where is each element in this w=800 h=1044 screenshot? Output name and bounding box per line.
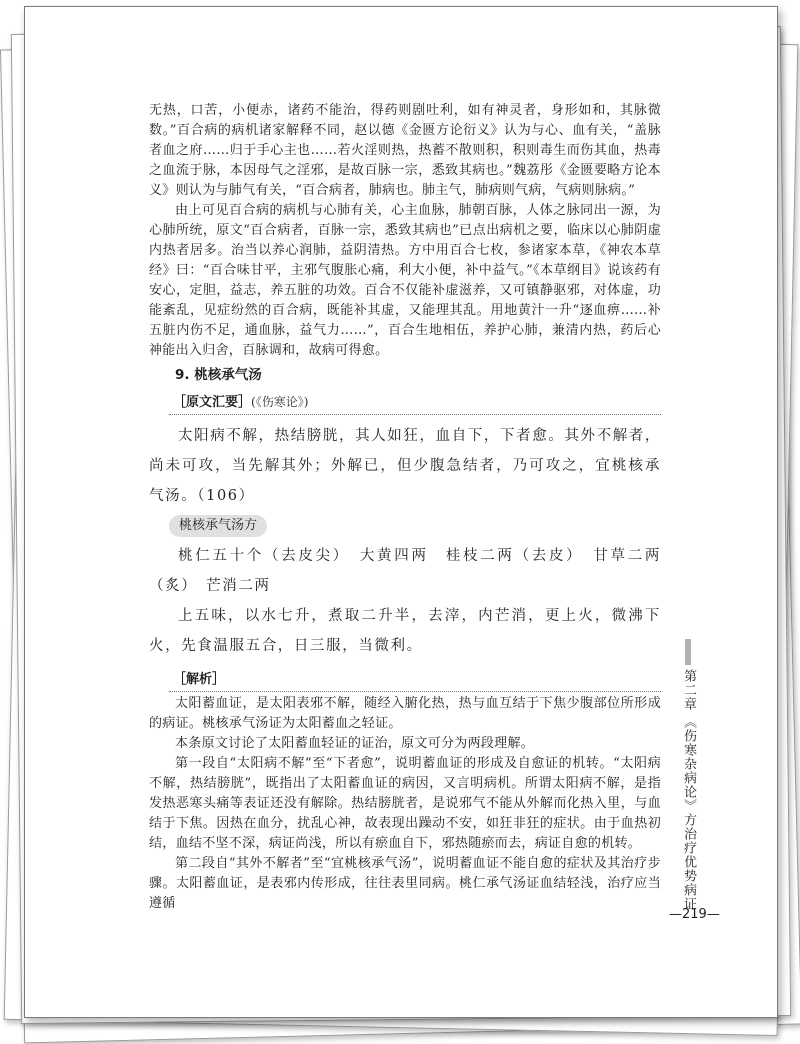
book-page: [24, 6, 778, 1018]
analysis-paragraph-4: 第二段自“其外不解者”至“宜桃核承气汤”，说明蓄血证不能自愈的症状及其治疗步骤。太阳蓄血证，是表邪内传形成，往往表里同病。桃仁承气汤证血结轻浅，治疗应当遵循: [149, 856, 661, 911]
page-content: [149, 101, 661, 914]
dotted-divider: [169, 414, 661, 415]
dotted-divider-2: [169, 691, 661, 692]
original-text-label: [169, 391, 312, 414]
analysis-paragraph-1: 太阳蓄血证，是太阳表邪不解，随经入腑化热，热与血互结于下焦少腹部位所形成的病证。桃核承气汤证为太阳蓄血之轻证。: [149, 696, 661, 731]
formula-name-badge: 桃核承气汤方: [169, 515, 267, 537]
side-tab-marker: [685, 639, 691, 665]
formula-ingredients: 桃仁五十个（去皮尖） 大黄四两 桂枝二两（去皮） 甘草二两（炙） 芒消二两: [149, 548, 661, 594]
section-heading: 9. 桃核承气汤: [175, 367, 262, 383]
formula-directions: 上五味，以水七升，煮取二升半，去滓，内芒消，更上火，微沸下火，先食温服五合，日三服，当微利。: [149, 608, 661, 654]
chapter-side-tab: [677, 639, 699, 911]
original-source: (《伤寒论》): [251, 395, 309, 409]
analysis-label: [169, 669, 229, 691]
paragraph-2: 由上可见百合病的病机与心肺有关，心主血脉，肺朝百脉，人体之脉同出一源，为心肺所统，原文“百合病者，百脉一宗，悉致其病也”已点出病机之要，临床以心肺阴虚内热者居多。治当以养心润肺，益阴清热。方中用百合七枚，参诸家本草，《神农本草经》曰：“百合味甘平，主邪气腹胀心痛，利大小便，补中益气。”《本草纲目》说该药有安心，定胆，益志，养五脏的功效。百合不仅能补虚滋养，又可镇静驱邪，对体虚，功能紊乱，见症纷然的百合病，既能补其虚，又能理其乱。用地黄汁一升“逐血痹……补五脏内伤不足，通血脉，益气力……”，百合生地相伍，养护心肺，兼清内热，药后心神能出入归舍，百脉调和，故病可得愈。: [149, 203, 661, 358]
paragraph-1: 无热，口苦，小便赤，诸药不能治，得药则剧吐利，如有神灵者，身形如和，其脉微数。”百合病的病机诸家解释不同，赵以德《金匮方论衍义》认为与心、血有关，“盖脉者血之府……归于手心主也……若火淫则热，热蓄不散则积，积则毒生而伤其血，热毒之血流于脉，本因母气之淫邪，是故百脉一宗，悉致其病也。”魏荔彤《金匮要略方论本义》则认为与肺气有关，“百合病者，肺病也。肺主气，肺病则气病，气病则脉病。”: [149, 103, 661, 198]
page-number: —219—: [669, 907, 720, 922]
analysis-label-text: ［解析］: [173, 672, 226, 687]
original-label-text: ［原文汇要］: [173, 395, 252, 410]
analysis-paragraph-3: 第一段自“太阳病不解”至“下者愈”，说明蓄血证的形成及自愈证的机转。“太阳病不解，热结膀胱”，既指出了太阳蓄血证的病因，又言明病机。所谓太阳病不解，是指发热恶寒头痛等表证还没有解除。热结膀胱者，是说邪气不能从外解而化热入里，与血结于下焦。因热在血分，扰乱心神，故表现出躁动不安，如狂非狂的症状。由于血热初结，血结不坚不深，病证尚浅，所以有瘀血自下，邪热随瘀而去，病证自愈的机转。: [149, 756, 661, 851]
side-chapter-title: 《伤寒杂病论》方治疗优势病证: [681, 715, 696, 911]
original-text: 太阳病不解，热结膀胱，其人如狂，血自下，下者愈。其外不解者，尚未可攻，当先解其外；外解已，但少腹急结者，乃可攻之，宜桃核承气汤。（106）: [149, 428, 661, 504]
side-chapter-number: 第二章: [681, 669, 696, 711]
analysis-paragraph-2: 本条原文讨论了太阳蓄血轻证的证治，原文可分为两段理解。: [175, 736, 535, 751]
